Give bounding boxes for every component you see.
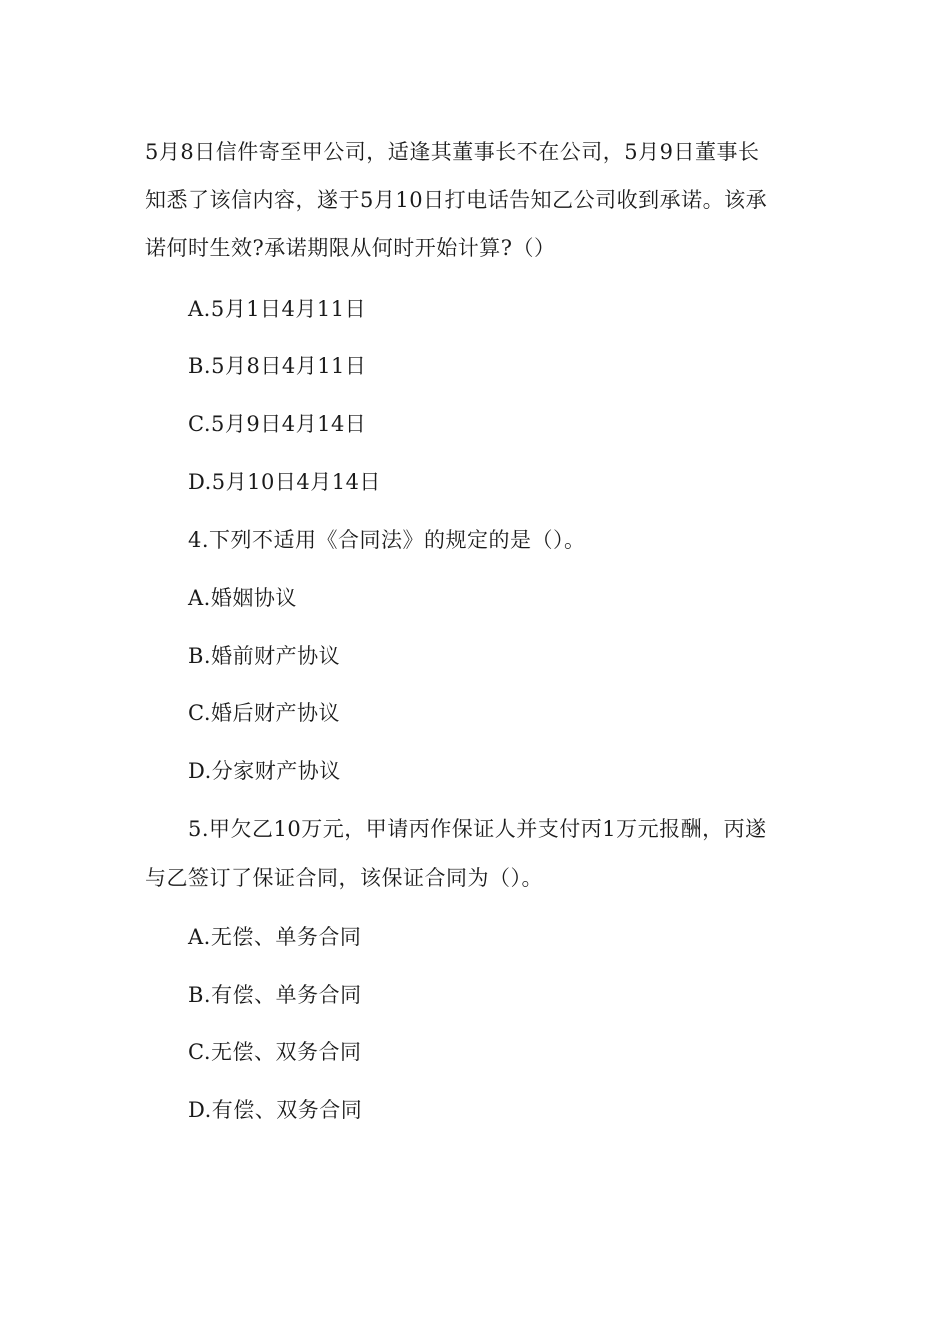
q3-option-d: D.5月10日4月14日	[188, 470, 381, 494]
q3-option-a: A.5月1日4月11日	[188, 297, 367, 321]
q5-option-b: B.有偿、单务合同	[188, 983, 362, 1007]
q5-stem-line-1: 5.甲欠乙10万元，甲请丙作保证人并支付丙1万元报酬，丙遂	[188, 817, 767, 841]
q5-option-d: D.有偿、双务合同	[188, 1098, 363, 1122]
q3-option-c: C.5月9日4月14日	[188, 412, 367, 436]
q3-option-b: B.5月8日4月11日	[188, 354, 367, 378]
q5-stem-line-2: 与乙签订了保证合同，该保证合同为（）。	[145, 866, 543, 890]
q5-option-c: C.无偿、双务合同	[188, 1040, 362, 1064]
q3-stem-line-3: 诺何时生效?承诺期限从何时开始计算?（）	[145, 236, 556, 260]
q4-option-c: C.婚后财产协议	[188, 701, 340, 725]
q4-stem: 4.下列不适用《合同法》的规定的是（）。	[188, 528, 586, 552]
q4-option-a: A.婚姻协议	[188, 586, 297, 610]
q4-option-b: B.婚前财产协议	[188, 644, 341, 668]
q3-stem-line-1: 5月8日信件寄至甲公司，适逢其董事长不在公司，5月9日董事长	[145, 140, 760, 164]
q4-option-d: D.分家财产协议	[188, 759, 341, 783]
q3-stem-line-2: 知悉了该信内容，遂于5月10日打电话告知乙公司收到承诺。该承	[145, 188, 768, 212]
q5-option-a: A.无偿、单务合同	[188, 925, 362, 949]
